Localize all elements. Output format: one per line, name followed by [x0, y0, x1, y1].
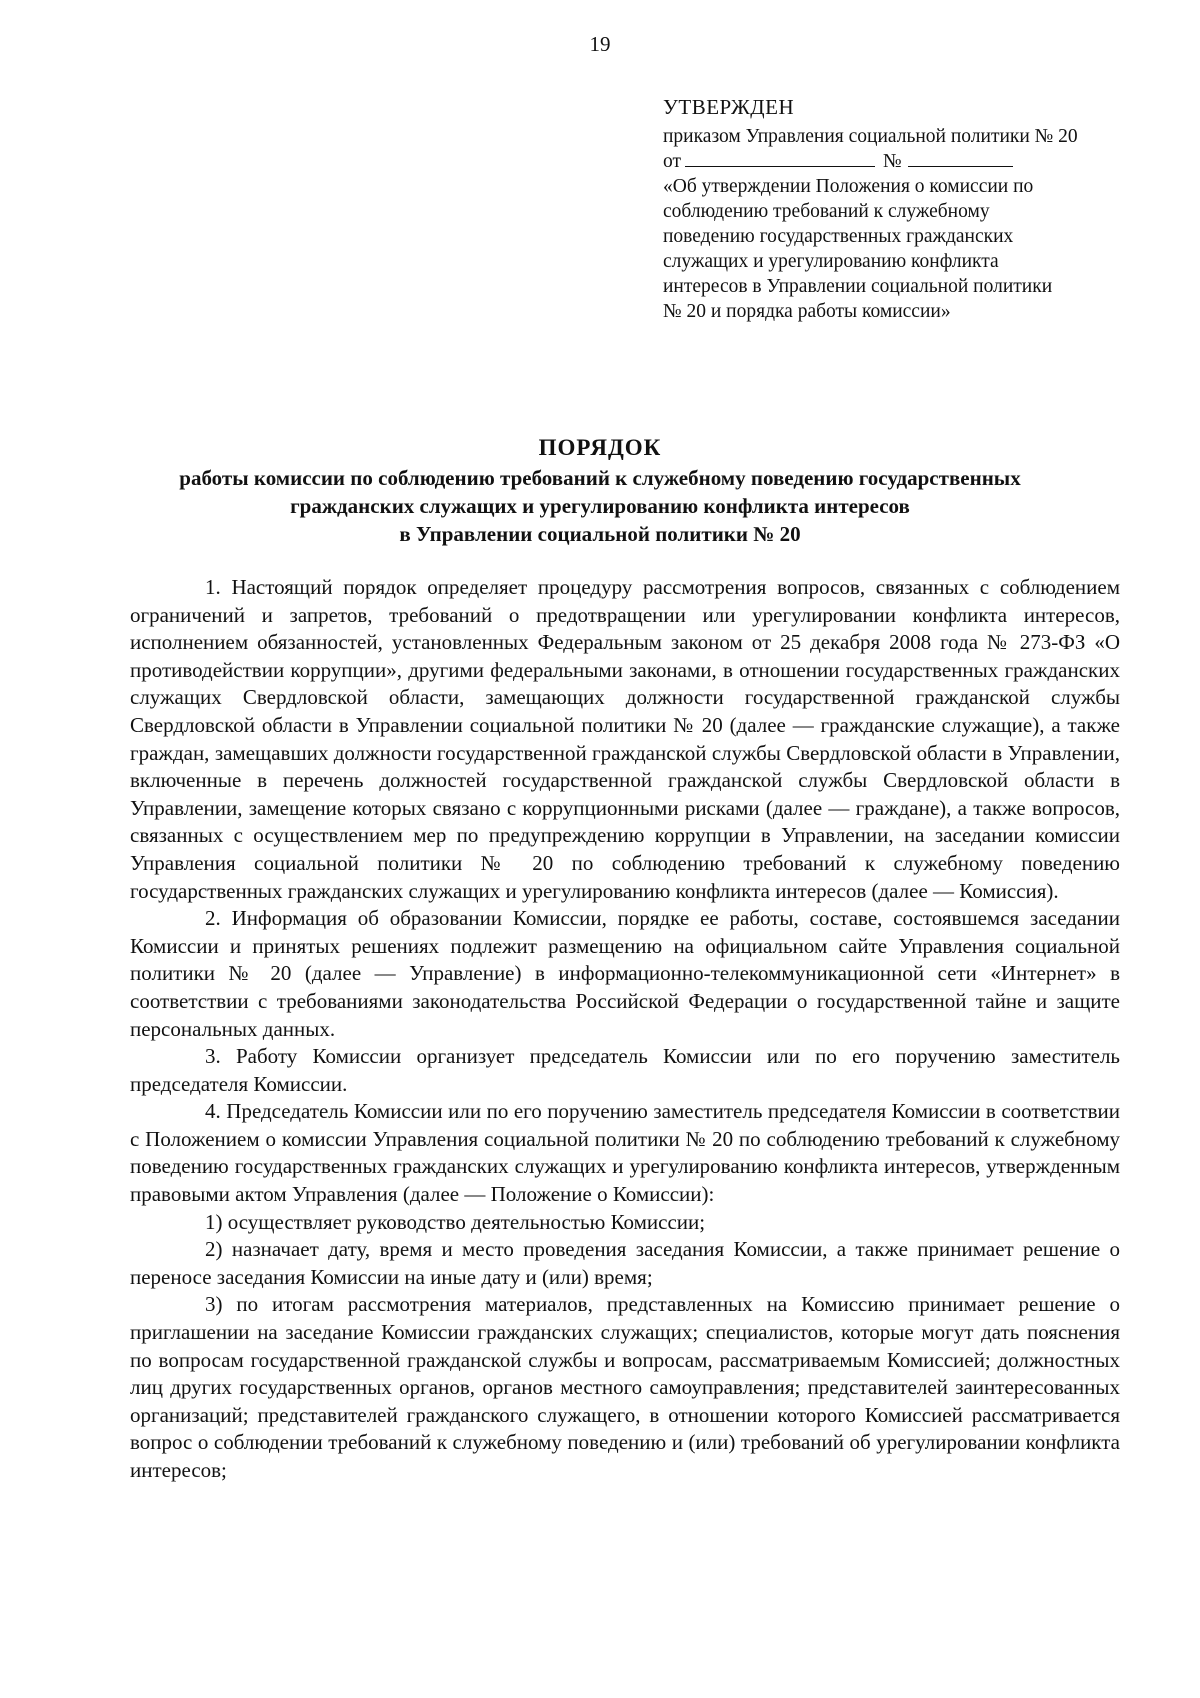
- approval-description-line: поведению государственных гражданских: [663, 226, 1014, 247]
- approval-description-line: соблюдению требований к служебному: [663, 201, 990, 222]
- approval-number-label: №: [883, 151, 902, 172]
- approval-description-line: «Об утверждении Положения о комиссии по: [663, 176, 1034, 197]
- document-heading: [120, 432, 1080, 548]
- approval-heading: УТВЕРЖДЕН: [663, 95, 795, 119]
- paragraph-4-item-1: 1) осуществляет руководство деятельностью Комиссии;: [205, 1209, 706, 1234]
- document-subtitle-line: в Управлении социальной политики № 20: [399, 522, 801, 546]
- document-body: [130, 574, 1120, 1485]
- paragraph-2: 2. Информация об образовании Комиссии, порядке ее работы, составе, состоявшемся заседании Комиссии и принятых решениях подлежит размещению на официальном сайте Управления социальной политики № 20 (далее — Управление) в информационно-телекоммуникационной сети «Интернет» в соответствии с требованиями законодательства Российской Федерации о государственной тайне и защите персональных данных.: [130, 906, 1120, 1041]
- document-subtitle-line: работы комиссии по соблюдению требований к служебному поведению государственных: [179, 466, 1021, 490]
- approval-description-line: № 20 и порядка работы комиссии»: [663, 301, 951, 322]
- approval-stamp: [663, 95, 1163, 324]
- approval-order-line: приказом Управления социальной политики № 20: [663, 126, 1078, 147]
- document-subtitle-line: гражданских служащих и урегулированию конфликта интересов: [290, 494, 910, 518]
- approval-description-line: интересов в Управлении социальной политики: [663, 276, 1053, 297]
- paragraph-3: 3. Работу Комиссии организует председатель Комиссии или по его поручению заместитель председателя Комиссии.: [130, 1044, 1120, 1096]
- approval-date-number-line: [663, 149, 1163, 174]
- paragraph-4-item-2: 2) назначает дату, время и место проведения заседания Комиссии, а также принимает решение о переносе заседания Комиссии на иные дату и (или) время;: [130, 1237, 1120, 1289]
- approval-from-label: от: [663, 151, 682, 172]
- page-number: 19: [589, 32, 611, 56]
- approval-number-blank: [908, 149, 1013, 167]
- document-title: ПОРЯДОК: [538, 435, 662, 460]
- paragraph-4-item-3: 3) по итогам рассмотрения материалов, представленных на Комиссию принимает решение о приглашении на заседание Комиссии гражданских служащих; специалистов, которые могут дать пояснения по вопросам государственной гражданской службы и вопросам, рассматриваемым Комиссией; должностных лиц других государственных органов, органов местного самоуправления; представителей заинтересованных организаций; представителей гражданского служащего, в отношении которого Комиссией рассматривается вопрос о соблюдении требований к служебному поведению и (или) требований об урегулировании конфликта интересов;: [130, 1292, 1120, 1482]
- paragraph-1: 1. Настоящий порядок определяет процедуру рассмотрения вопросов, связанных с соблюдением ограничений и запретов, требований о предотвращении или урегулировании конфликта интересов, исполнением обязанностей, установленных Федеральным законом от 25 декабря 2008 года № 273-ФЗ «О противодействии коррупции», другими федеральными законами, в отношении государственных гражданских служащих Свердловской области, замещающих должности государственной гражданской службы Свердловской области в Управлении социальной политики № 20 (далее — гражданские служащие), а также граждан, замещавших должности государственной гражданской службы Свердловской области в Управлении, включенные в перечень должностей государственной гражданской службы Свердловской области в Управлении, замещение которых связано с коррупционными рисками (далее — граждане), а также вопросов, связанных с осуществлением мер по предупреждению коррупции в Управлении, на заседании комиссии Управления социальной политики № 20 по соблюдению требований к служебному поведению государственных гражданских служащих и урегулированию конфликта интересов (далее — Комиссия).: [130, 575, 1120, 903]
- paragraph-4: 4. Председатель Комиссии или по его поручению заместитель председателя Комиссии в соответствии с Положением о комиссии Управления социальной политики № 20 по соблюдению требований к служебному поведению государственных гражданских служащих и урегулированию конфликта интересов, утвержденным правовыми актом Управления (далее — Положение о Комиссии):: [130, 1099, 1120, 1207]
- approval-date-blank: [685, 149, 875, 167]
- approval-description-line: служащих и урегулированию конфликта: [663, 251, 999, 272]
